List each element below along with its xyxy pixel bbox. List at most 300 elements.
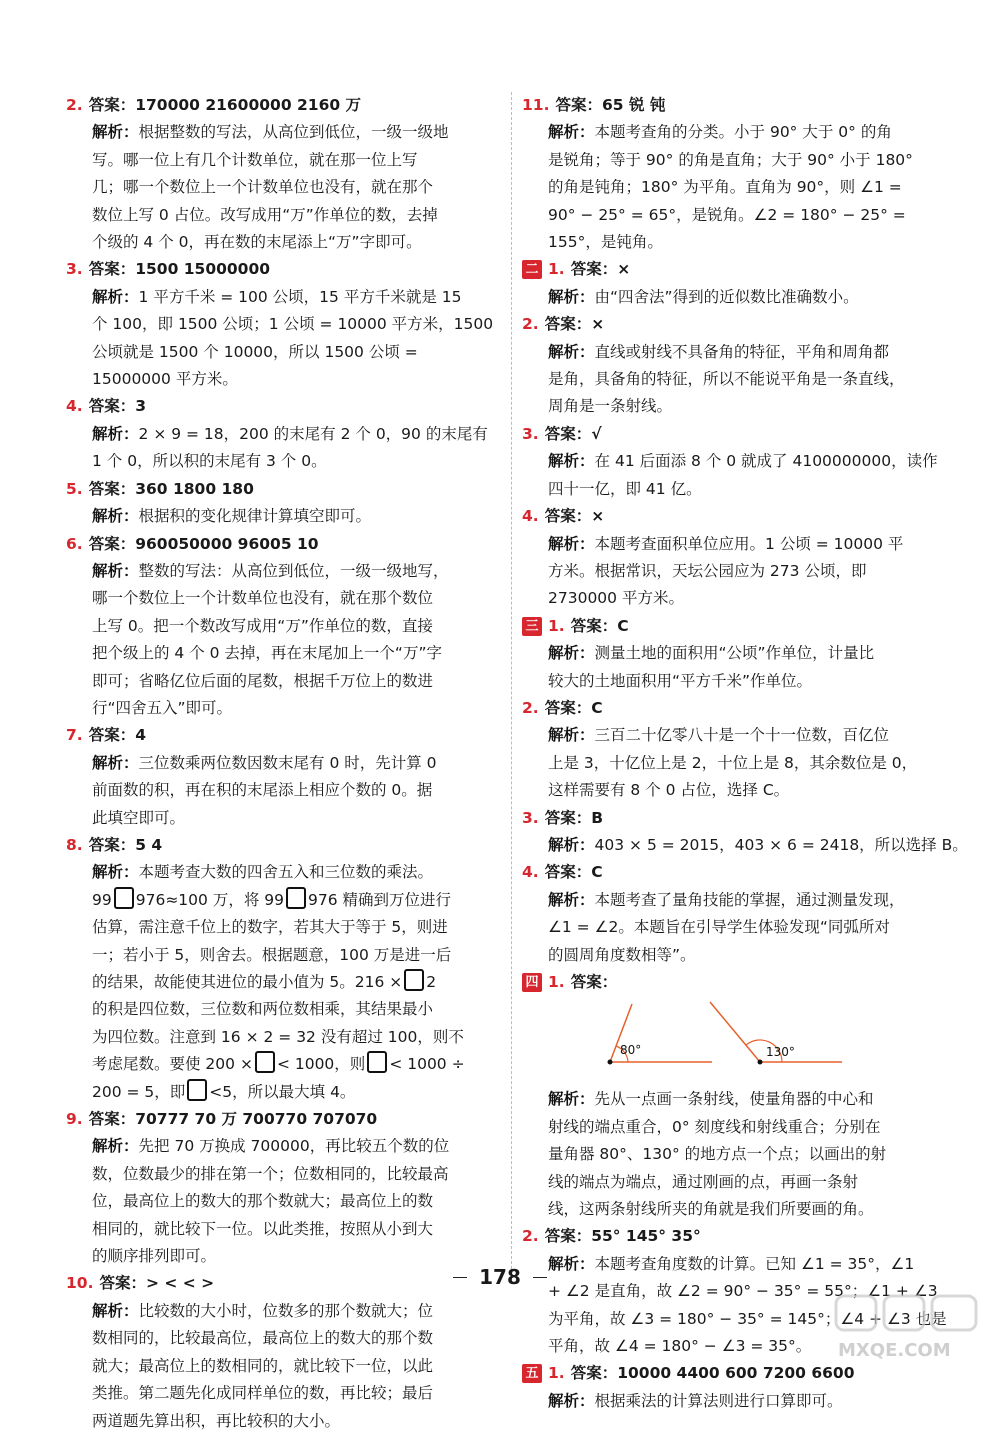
explanation-block [66, 558, 500, 722]
answer-colon: ： [601, 1364, 618, 1383]
explanation-line [92, 996, 500, 1023]
explanation-line [92, 640, 500, 667]
answer-label: 答案 [88, 397, 120, 416]
answer-label: 答案 [544, 507, 576, 526]
question-number: 11. [522, 96, 550, 114]
section-badge: 二 [522, 260, 542, 279]
answer-colon: ： [601, 616, 618, 635]
explanation-line [548, 531, 954, 558]
explanation-text: 2 [426, 973, 437, 991]
explanation-text: 先把 70 万换成 700000，再比较五个数的位 [138, 1137, 450, 1156]
question-number: 3. [522, 808, 539, 827]
answer-colon: ： [575, 808, 592, 827]
explanation-line [548, 777, 954, 804]
explanation-line [92, 942, 500, 969]
explanation-line [92, 558, 500, 585]
explanation-text: 200 = 5，即 [92, 1082, 186, 1101]
question-number: 9. [66, 1110, 83, 1129]
explanation-text: 方米。根据常识，天坛公园应为 273 公顷，即 [548, 561, 867, 580]
explanation-line [92, 1079, 500, 1106]
question-number: 5. [66, 479, 83, 498]
answer-value: C [617, 616, 629, 635]
explain-colon: ： [123, 753, 139, 772]
explain-colon: ： [579, 452, 595, 471]
answer-value: × [591, 315, 605, 334]
answer-colon: ： [575, 863, 592, 882]
question-number: 2. [522, 1227, 539, 1246]
answer-line [66, 256, 500, 283]
explanation-text: 由“四舍法”得到的近似数比准确数小。 [594, 287, 859, 306]
explanation-text: <5，所以最大填 4。 [209, 1082, 356, 1101]
answer-label: 答案 [570, 973, 602, 991]
answer-line [522, 311, 954, 338]
blank-box [187, 1079, 207, 1101]
explain-colon: ： [579, 534, 595, 553]
explanation-text: 考虑尾数。要使 200 × [92, 1055, 253, 1074]
explain-colon: ： [579, 890, 595, 909]
explanation-text: + ∠2 是直角，故 ∠2 = 90° − 35° = 55°；∠1 + ∠3 [548, 1282, 938, 1301]
explanation-line [548, 914, 954, 941]
question-number: 3. [66, 260, 83, 279]
explanation-line [548, 229, 954, 256]
answer-colon: ： [575, 424, 592, 443]
explain-colon: ： [579, 123, 595, 142]
blank-box [404, 969, 424, 991]
explanation-line [92, 750, 500, 777]
explain-label: 解析 [548, 890, 580, 909]
answer-label: 答案 [99, 1274, 131, 1293]
answer-label: 答案 [88, 726, 120, 745]
explanation-text: 前面数的积，再在积的末尾添上相应个数的 0。据 [92, 781, 433, 800]
explanation-block [522, 119, 954, 256]
explain-label: 解析 [548, 534, 580, 553]
explanation-text: 此填空即可。 [92, 808, 186, 827]
answer-value: 55° 145° 35° [591, 1227, 701, 1246]
answer-label: 答案 [88, 260, 120, 279]
answer-item [522, 503, 954, 613]
explanation-line [548, 174, 954, 201]
answer-value: 10000 4400 600 7200 6600 [617, 1364, 855, 1383]
explanation-block [522, 722, 954, 804]
explain-colon: ： [123, 507, 139, 526]
section-badge: 三 [522, 617, 542, 636]
explanation-block [522, 448, 954, 503]
answer-colon: ： [575, 698, 592, 717]
answer-label: 答案 [88, 96, 120, 114]
answer-line [522, 1223, 954, 1250]
left-column [66, 92, 500, 1435]
explanation-block [522, 1086, 954, 1223]
explanation-line [548, 147, 954, 174]
answer-value: 5 4 [135, 835, 163, 854]
explanation-text: 射线的端点重合，0° 刻度线和射线重合；分别在 [548, 1117, 881, 1136]
explanation-text: 为平角，故 ∠3 = 180° − 35° = 145°；∠4 + ∠3 也是 [548, 1309, 947, 1328]
question-number: 4. [522, 863, 539, 882]
explain-label: 解析 [548, 835, 580, 854]
explain-label: 解析 [92, 1137, 124, 1156]
explanation-text: 一；若小于 5，则舍去。根据题意，100 万是进一后 [92, 945, 452, 964]
explain-colon: ： [579, 342, 595, 361]
answer-item [66, 1270, 500, 1434]
answer-colon: ： [119, 1110, 136, 1129]
explanation-text: 本题考查角的分类。小于 90° 大于 0° 的角 [594, 123, 892, 142]
explanation-line [548, 339, 954, 366]
explanation-block [522, 1388, 954, 1415]
explanation-text: 1 个 0，所以积的末尾有 3 个 0。 [92, 452, 327, 471]
answer-label: 答案 [544, 1227, 576, 1246]
answer-colon: ： [130, 1274, 146, 1293]
section-badge: 四 [522, 973, 542, 992]
explanation-line [92, 695, 500, 722]
explanation-line [92, 1353, 500, 1380]
explanation-text: 根据积的变化规律计算填空即可。 [138, 507, 372, 526]
answer-label: 答案 [88, 479, 120, 498]
angle-label-130: 130° [766, 1045, 795, 1060]
answer-item [66, 393, 500, 475]
column-divider [511, 92, 512, 1284]
answer-value: B [591, 808, 604, 827]
explanation-line [92, 147, 500, 174]
explanation-text: 在 41 后面添 8 个 0 就成了 4100000000，读作 [594, 452, 938, 471]
ray-130 [710, 1002, 760, 1062]
answer-line [66, 1106, 500, 1133]
answer-label: 答案 [88, 534, 120, 553]
explain-label: 解析 [548, 287, 580, 306]
question-number: 8. [66, 835, 83, 854]
question-number: 2. [522, 698, 539, 717]
answer-item [522, 613, 954, 695]
explanation-line [92, 1298, 500, 1325]
answer-item [66, 256, 500, 393]
explanation-line [92, 174, 500, 201]
explanation-text: 哪一个数位上一个计数单位也没有，就在那个数位 [92, 589, 434, 608]
answer-value: 4 [135, 726, 147, 745]
explanation-block [66, 421, 500, 476]
explanation-text: 本题考查大数的四舍五入和三位数的乘法。 [138, 863, 434, 882]
explanation-line [92, 339, 500, 366]
explanation-line [92, 1161, 500, 1188]
explanation-text: 1 平方千米 = 100 公顷，15 平方千米就是 15 [138, 287, 462, 306]
answer-value: 960050000 96005 10 [135, 534, 319, 553]
explanation-line [92, 613, 500, 640]
explanation-line [548, 750, 954, 777]
explanation-text: 两道题先算出积，再比较积的大小。 [92, 1411, 341, 1430]
answer-value: 1500 15000000 [135, 260, 271, 279]
explanation-line [548, 832, 968, 859]
explanation-text: 15000000 平方米。 [92, 370, 238, 389]
explanation-block [66, 1298, 500, 1435]
explanation-text: 根据乘法的计算法则进行口算即可。 [594, 1391, 843, 1410]
explain-label: 解析 [548, 644, 580, 663]
explanation-text: 估算，需注意千位上的数字，若其大于等于 5，则进 [92, 918, 448, 937]
explanation-line [92, 1188, 500, 1215]
explain-colon: ： [579, 1391, 595, 1410]
explanation-text: 三位数乘两位数因数末尾有 0 时，先计算 0 [138, 753, 437, 772]
explanation-text: 的结果，故能使其进位的最小值为 5。216 × [92, 973, 403, 991]
answer-line [522, 613, 954, 640]
explanation-line [92, 311, 500, 338]
explanation-text: 数相同的，比较最高位，最高位上的数大的那个数 [92, 1329, 434, 1348]
explanation-text: 为四位数。注意到 16 × 2 = 32 没有超过 100，则不 [92, 1027, 464, 1046]
answer-line [522, 421, 954, 448]
explanation-line [92, 805, 500, 832]
explanation-line [548, 942, 954, 969]
question-number: 2. [522, 315, 539, 334]
explanation-text: 上写 0。把一个数改写成用“万”作单位的数，直接 [92, 616, 433, 635]
answer-line [66, 832, 500, 859]
explanation-text: 线的端点为端点，通过刚画的点，再画一条射 [548, 1172, 859, 1191]
explanation-line [92, 969, 500, 996]
explain-label: 解析 [92, 863, 124, 882]
page-number: 178 [479, 1265, 521, 1289]
answer-line [522, 805, 954, 832]
question-number: 1. [548, 1364, 565, 1383]
vertex-point-1 [608, 1060, 613, 1065]
question-number: 3. [522, 424, 539, 443]
answer-line [522, 503, 954, 530]
answer-label: 答案 [570, 260, 602, 279]
explanation-text: 公顷就是 1500 个 10000，所以 1500 公顷 = [92, 342, 418, 361]
explanation-line [92, 421, 500, 448]
answer-label: 答案 [570, 616, 602, 635]
answer-label: 答案 [88, 1110, 120, 1129]
explanation-text: 90° − 25° = 65°，是锐角。∠2 = 180° − 25° = [548, 205, 906, 224]
explanation-line [92, 1408, 500, 1435]
explanation-line [92, 366, 500, 393]
explanation-text: 是锐角；等于 90° 的角是直角；大于 90° 小于 180° [548, 150, 913, 169]
explain-colon: ： [579, 726, 595, 745]
explanation-text: 写。哪一位上有几个计数单位，就在那一位上写 [92, 150, 418, 169]
question-number: 6. [66, 534, 83, 553]
answer-label: 答案 [544, 863, 576, 882]
explanation-line [548, 393, 954, 420]
answer-value: 70777 70 万 700770 707070 [135, 1110, 378, 1129]
answer-colon: ： [119, 96, 136, 114]
explanation-text: 四十一亿，即 41 亿。 [548, 479, 702, 498]
explanation-text: 这样需要有 8 个 0 占位，选择 C。 [548, 781, 790, 800]
explanation-line [548, 284, 954, 311]
answer-item [522, 92, 954, 256]
blank-box [255, 1051, 275, 1073]
answer-value: C [591, 698, 603, 717]
answer-colon: ： [119, 397, 136, 416]
answer-value: 360 1800 180 [135, 479, 254, 498]
explain-label: 解析 [92, 1301, 124, 1320]
answer-colon: ： [575, 1227, 592, 1246]
explain-colon: ： [123, 863, 139, 882]
answer-colon: ： [119, 260, 136, 279]
explanation-block [66, 119, 500, 256]
answer-colon: ： [575, 315, 592, 334]
explanation-block [522, 339, 954, 421]
explanation-text: 数，位数最少的排在第一个；位数相同的，比较最高 [92, 1164, 449, 1183]
explanation-block [66, 284, 500, 394]
explanation-line [548, 448, 954, 475]
explain-label: 解析 [548, 342, 580, 361]
explanation-line [548, 1196, 954, 1223]
explanation-line [92, 1024, 500, 1051]
answer-colon: ： [119, 479, 136, 498]
question-number: 1. [548, 973, 565, 991]
explain-colon: ： [123, 561, 139, 580]
answer-item [66, 531, 500, 723]
svg-text:MXQE.COM: MXQE.COM [838, 1340, 951, 1361]
explanation-text: 本题考查面积单位应用。1 公顷 = 10000 平 [594, 534, 904, 553]
explanation-text: 上是 3，十亿位上是 2，十位上是 8，其余数位是 0， [548, 753, 918, 772]
explanation-text: 155°，是钝角。 [548, 233, 663, 252]
explanation-line [548, 1141, 954, 1168]
explain-label: 解析 [548, 1391, 580, 1410]
explanation-text: 2 × 9 = 18，200 的末尾有 2 个 0，90 的末尾有 [138, 424, 488, 443]
explain-label: 解析 [548, 452, 580, 471]
explanation-line [548, 668, 954, 695]
page-footer [0, 1265, 1000, 1289]
explain-label: 解析 [548, 726, 580, 745]
answer-label: 答案 [88, 835, 120, 854]
explanation-block [66, 1133, 500, 1270]
answer-label: 答案 [544, 698, 576, 717]
answer-value: × [591, 507, 605, 526]
answer-item [522, 859, 954, 969]
explanation-line [548, 640, 954, 667]
answer-item [66, 832, 500, 1106]
answer-item [66, 476, 500, 531]
explanation-text: 976≈100 万，将 99 [135, 890, 284, 909]
answer-item [522, 969, 954, 1223]
explain-label: 解析 [548, 1254, 580, 1273]
explanation-text: 的角是钝角；180° 为平角。直角为 90°，则 ∠1 = [548, 178, 902, 197]
explanation-text: 就大；最高位上的数相同的，就比较下一位，以此 [92, 1356, 434, 1375]
explanation-line [92, 503, 500, 530]
explanation-text: 周角是一条射线。 [548, 397, 673, 416]
explanation-line [92, 119, 500, 146]
explain-colon: ： [123, 1137, 139, 1156]
explanation-text: 相同的，就比较下一位。以此类推，按照从小到大 [92, 1219, 434, 1238]
explanation-line [548, 119, 954, 146]
explanation-text: 个 100，即 1500 公顷；1 公顷 = 10000 平方米，1500 [92, 315, 494, 334]
explanation-text: 403 × 5 = 2015，403 × 6 = 2418，所以选择 B。 [594, 835, 968, 854]
explanation-line [548, 366, 954, 393]
explanation-line [92, 202, 500, 229]
answer-line [522, 859, 954, 886]
answer-label: 答案 [570, 1364, 602, 1383]
explanation-text: 个级的 4 个 0，再在数的末尾添上“万”字即可。 [92, 233, 422, 252]
answer-colon: ： [586, 96, 602, 114]
explanation-line [92, 1051, 500, 1078]
explanation-block [66, 750, 500, 832]
explanation-line [92, 1216, 500, 1243]
explain-colon: ： [123, 123, 139, 142]
explanation-text: 三百二十亿零八十是一个十一位数，百亿位 [594, 726, 890, 745]
answer-colon: ： [575, 507, 592, 526]
answer-label: 答案 [544, 808, 576, 827]
answer-item [522, 805, 968, 860]
explanation-text: 几；哪一个数位上一个计数单位也没有，就在那个 [92, 178, 434, 197]
explanation-text: 2730000 平方米。 [548, 589, 684, 608]
explanation-line [548, 887, 954, 914]
explain-label: 解析 [548, 123, 580, 142]
explanation-text: 先从一点画一条射线，使量角器的中心和 [594, 1090, 874, 1109]
explanation-text: 直线或射线不具备角的特征，平角和周角都 [594, 342, 890, 361]
explanation-text: 平角，故 ∠4 = 180° − ∠3 = 35°。 [548, 1337, 812, 1356]
answer-label: 答案 [544, 315, 576, 334]
explanation-line [548, 1388, 954, 1415]
explanation-line [92, 1380, 500, 1407]
angle-label-80: 80° [620, 1043, 642, 1058]
explanation-text: 数位上写 0 占位。改写成用“万”作单位的数，去掉 [92, 205, 438, 224]
explanation-text: 根据整数的写法，从高位到低位，一级一级地 [138, 123, 449, 142]
blank-box [114, 887, 134, 909]
explanation-line [92, 585, 500, 612]
question-number: 1. [548, 616, 565, 635]
explain-label: 解析 [548, 1090, 580, 1109]
explanation-line [548, 585, 954, 612]
explanation-text: 本题考查角度数的计算。已知 ∠1 = 35°，∠1 [594, 1254, 915, 1273]
answer-line [66, 393, 500, 420]
answer-item [522, 421, 954, 503]
answer-line [522, 92, 954, 119]
explanation-text: ∠1 = ∠2。本题旨在引导学生体验发现“同弧所对 [548, 918, 890, 937]
section-badge: 五 [522, 1364, 542, 1383]
answer-value: 65 锐 钝 [602, 96, 666, 114]
answer-colon: ： [119, 726, 136, 745]
explanation-text: 整数的写法：从高位到低位，一级一级地写， [138, 561, 449, 580]
explain-colon: ： [579, 1254, 595, 1273]
explain-colon: ： [579, 1090, 595, 1109]
explain-label: 解析 [92, 753, 124, 772]
explanation-block [66, 503, 500, 530]
question-number: 4. [522, 507, 539, 526]
answer-item [66, 722, 500, 832]
explanation-text: 99 [92, 890, 112, 909]
answer-label: 答案 [544, 424, 576, 443]
explanation-text: 测量土地的面积用“公顷”作单位，计量比 [594, 644, 875, 663]
explanation-text: 线，这两条射线所夹的角就是我们所要画的角。 [548, 1200, 874, 1219]
answer-value: × [617, 260, 631, 279]
explanation-text: < 1000 ÷ [389, 1055, 465, 1074]
explanation-block [522, 531, 954, 613]
explanation-line [92, 1133, 500, 1160]
explanation-block [522, 640, 954, 695]
answer-item [522, 1360, 954, 1415]
answer-item [66, 1106, 500, 1270]
explanation-line [548, 558, 954, 585]
explanation-text: 行“四舍五入”即可。 [92, 698, 233, 717]
explain-label: 解析 [92, 424, 124, 443]
explanation-text: 类推。第二题先化成同样单位的数，再比较；最后 [92, 1384, 434, 1403]
explanation-text: 位，最高位上的数大的那个数就大；最高位上的数 [92, 1192, 434, 1211]
explain-label: 解析 [92, 561, 124, 580]
explanation-line [92, 859, 500, 886]
explanation-text: 量角器 80°、130° 的地方点一个点；以画出的射 [548, 1145, 887, 1164]
answer-item [66, 92, 500, 256]
explanation-line [92, 887, 500, 914]
explanation-text: 976 精确到万位进行 [307, 890, 451, 909]
explanation-line [548, 202, 954, 229]
answer-value: √ [591, 424, 602, 443]
answer-line [66, 531, 500, 558]
question-number: 7. [66, 726, 83, 745]
explain-colon: ： [579, 287, 595, 306]
explanation-line [548, 1169, 954, 1196]
question-number: 4. [66, 397, 83, 416]
explain-label: 解析 [92, 507, 124, 526]
explain-label: 解析 [92, 123, 124, 142]
watermark-logo [832, 1292, 982, 1364]
explanation-text: 的顺序排列即可。 [92, 1247, 217, 1266]
right-column [522, 92, 968, 1415]
explanation-text: 的积是四位数，三位数和两位数相乘，其结果最小 [92, 1000, 434, 1019]
